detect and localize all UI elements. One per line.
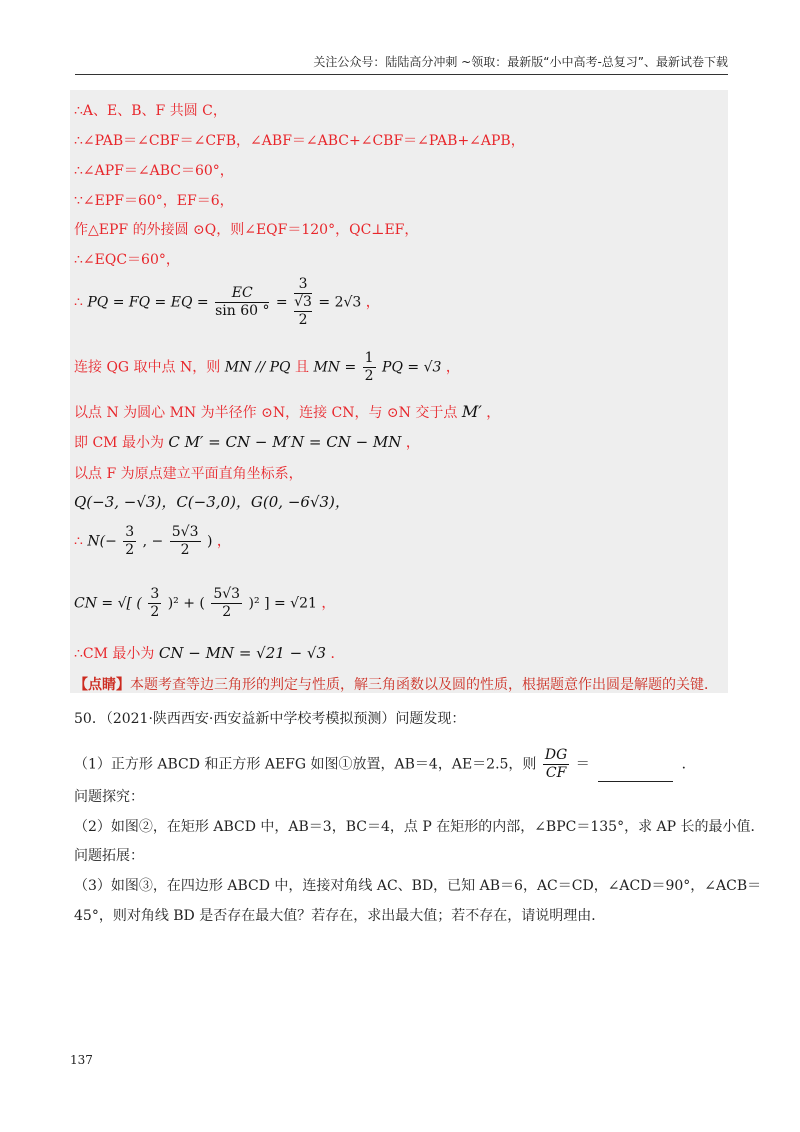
fraction-3-over-2	[123, 524, 136, 559]
fraction-denominator: CF	[545, 765, 567, 781]
text-segment: （1）正方形 ABCD 和正方形 AEFG 如图①放置，AB＝4，AE＝2.5，则	[74, 756, 537, 773]
math-segment: MN =	[313, 359, 357, 376]
math-segment: CN − MN = √21 − √3	[158, 644, 327, 662]
math-segment: M′	[461, 402, 482, 421]
problem-title: 50．（2021·陕西西安·西安益新中学校考模拟预测）问题发现：	[74, 711, 466, 727]
problem-extend-heading: 问题拓展：	[74, 848, 144, 864]
problem-part-2: （2）如图②，在矩形 ABCD 中，AB＝3，BC＝4，点 P 在矩形的内部，∠BPC＝135°，求 AP 长的最小值．	[74, 819, 765, 835]
fraction-5root3-over-2	[170, 524, 201, 559]
math-segment: )² ] = √21	[248, 595, 317, 612]
math-segment: )	[206, 533, 213, 550]
period: ．	[330, 646, 345, 662]
period: ．	[681, 756, 696, 773]
fraction-numerator: 1	[364, 350, 374, 366]
text-segment: 以点 N 为圆心 MN 为半径作 ⊙N，连接 CN，与 ⊙N 交于点	[74, 405, 458, 421]
fraction-denominator: sin 60 °	[215, 303, 270, 319]
solution-line-9	[74, 402, 500, 422]
comma: ，	[445, 359, 460, 376]
fraction-one-half	[363, 350, 376, 385]
fraction-numerator: DG	[544, 747, 568, 763]
fraction-denominator: 2	[222, 604, 232, 620]
fraction-5root3-over-2	[211, 586, 242, 621]
solution-line-11: 以点 F 为原点建立平面直角坐标系，	[74, 466, 303, 482]
text-segment: 且	[295, 359, 309, 376]
solution-line-1: ∴A、E、B、F 共圆 C，	[74, 103, 227, 119]
solution-line-12: Q(−3, −√3)，C(−3,0)，G(0, −6√3)，	[74, 493, 350, 511]
comma: ，	[365, 294, 380, 311]
fraction-3-over-root3-2	[294, 276, 312, 329]
fraction-denominator	[294, 294, 312, 329]
fraction-denominator: 2	[150, 604, 160, 620]
solution-line-15	[74, 643, 344, 663]
fraction-denominator: 2	[364, 368, 374, 384]
equation-rhs: = 2√3	[318, 294, 362, 311]
problem-explore-heading: 问题探究：	[74, 789, 144, 805]
math-segment: PQ = √3	[382, 359, 442, 376]
solution-line-8	[74, 350, 460, 385]
nested-denominator: 2	[298, 312, 308, 328]
equation-lhs: PQ = FQ = EQ =	[87, 294, 209, 311]
page-header: 关注公众号：陆陆高分冲刺 ~领取：最新版“小中高考-总复习”、最新试卷下载	[75, 52, 728, 75]
solution-line-10	[74, 432, 420, 452]
fraction-numerator: 5√3	[171, 524, 199, 540]
solution-line-6: ∴∠EQC＝60°，	[74, 252, 180, 268]
comma: ，	[321, 595, 336, 612]
fraction-numerator: 3	[294, 276, 312, 294]
equals-sign: =	[275, 294, 288, 311]
fraction-numerator: EC	[215, 285, 269, 303]
math-segment: C M′ = CN − M′N = CN − MN	[168, 433, 402, 451]
fraction-3-over-2	[148, 586, 161, 621]
fraction-numerator: 3	[150, 586, 160, 602]
solution-line-4: ∵∠EPF＝60°，EF＝6，	[74, 193, 234, 209]
comma: ，	[216, 533, 231, 550]
solution-line-3: ∴∠APF＝∠ABC＝60°，	[74, 163, 234, 179]
problem-part-1	[74, 747, 696, 782]
equals-sign: ＝	[575, 756, 590, 773]
math-segment: N(−	[87, 533, 117, 550]
fraction-ec-sin60	[215, 285, 269, 320]
solution-line-14	[74, 586, 335, 621]
problem-part-3-line-1: （3）如图③，在四边形 ABCD 中，连接对角线 AC、BD，已知 AB＝6，AC＝CD，∠ACD＝90°，∠ACB＝	[74, 878, 762, 894]
therefore-symbol: ∴	[74, 533, 83, 550]
math-segment: CN = √[ (	[74, 595, 142, 612]
fraction-dg-over-cf	[543, 747, 569, 782]
problem-part-3-line-2: 45°，则对角线 BD 是否存在最大值？若存在，求出最大值；若不存在，请说明理由．	[74, 908, 606, 924]
math-segment: )² + (	[167, 595, 205, 612]
solution-line-7	[74, 276, 380, 329]
fraction-numerator: 5√3	[213, 586, 241, 602]
text-segment: 连接 QG 取中点 N，则	[74, 359, 221, 376]
solution-line-5: 作△EPF 的外接圆 ⊙Q，则∠EQF＝120°，QC⊥EF，	[74, 222, 419, 238]
comma: ，	[486, 405, 501, 421]
math-segment: MN // PQ	[224, 359, 291, 376]
solution-line-2: ∴∠PAB＝∠CBF＝∠CFB，∠ABF＝∠ABC+∠CBF＝∠PAB+∠APB，	[74, 133, 525, 149]
answer-blank[interactable]	[598, 767, 673, 782]
therefore-symbol: ∴	[74, 294, 83, 311]
page-number: 137	[70, 1053, 93, 1067]
text-segment: 即 CM 最小为	[74, 435, 164, 451]
solution-comment	[74, 674, 718, 694]
nested-numerator: √3	[294, 294, 312, 310]
solution-line-13	[74, 524, 231, 559]
fraction-denominator: 2	[125, 542, 135, 558]
comment-tag: 【点睛】	[74, 677, 130, 693]
text-segment: ∴CM 最小为	[74, 646, 155, 662]
comment-text: 本题考查等边三角形的判定与性质，解三角函数以及圆的性质，根据题意作出圆是解题的关键．	[130, 677, 718, 693]
comma: ，	[405, 435, 420, 451]
math-segment: , −	[142, 533, 164, 550]
fraction-denominator: 2	[180, 542, 190, 558]
fraction-numerator: 3	[125, 524, 135, 540]
